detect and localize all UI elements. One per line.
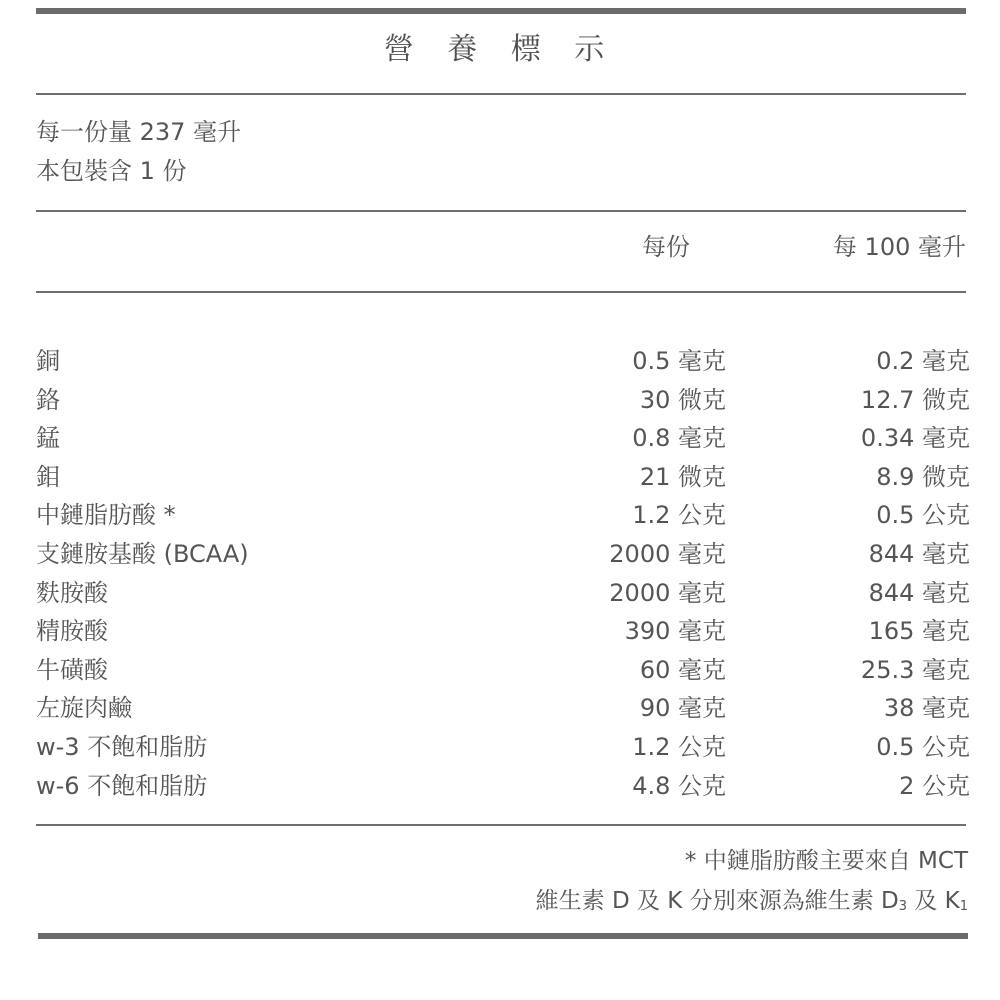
table-row bbox=[36, 535, 970, 574]
per-serving-value: 30 微克 bbox=[639, 385, 726, 414]
nutrient-table bbox=[36, 342, 970, 805]
nutrient-name: 牛磺酸 bbox=[36, 655, 108, 684]
per-serving-value: 0.8 毫克 bbox=[632, 424, 726, 453]
table-row bbox=[36, 419, 970, 458]
header-per-serving: 每份 bbox=[642, 233, 690, 261]
per-100ml-value: 25.3 毫克 bbox=[860, 655, 970, 684]
table-row bbox=[36, 342, 970, 381]
nutrient-name: w-3 不飽和脂肪 bbox=[36, 732, 208, 761]
nutrient-name: 左旋肉鹼 bbox=[36, 694, 132, 723]
nutrient-name: 中鏈脂肪酸 * bbox=[36, 501, 176, 530]
nutrient-name: w-6 不飽和脂肪 bbox=[36, 771, 208, 800]
per-100ml-value: 8.9 微克 bbox=[876, 462, 970, 491]
per-100ml-value: 844 毫克 bbox=[868, 578, 970, 607]
table-row bbox=[36, 651, 970, 690]
table-row bbox=[36, 381, 970, 420]
top-border bbox=[36, 8, 966, 14]
nutrient-name: 麩胺酸 bbox=[36, 578, 108, 607]
per-serving-value: 4.8 公克 bbox=[632, 771, 726, 800]
per-100ml-value: 165 毫克 bbox=[868, 617, 970, 646]
mct-footnote: * 中鏈脂肪酸主要來自 MCT bbox=[684, 848, 968, 874]
nutrient-name: 銅 bbox=[36, 347, 60, 375]
nutrient-name: 支鏈胺基酸 (BCAA) bbox=[36, 539, 249, 568]
per-100ml-value: 0.2 毫克 bbox=[876, 347, 970, 375]
table-row bbox=[36, 496, 970, 535]
per-serving-value: 1.2 公克 bbox=[632, 501, 726, 530]
table-row bbox=[36, 728, 970, 767]
per-100ml-value: 38 毫克 bbox=[883, 694, 970, 723]
footnote-divider bbox=[36, 824, 966, 826]
vitamin-footnote-mid: 及 K bbox=[907, 888, 960, 914]
per-100ml-value: 12.7 微克 bbox=[860, 385, 970, 414]
per-100ml-value: 0.5 公克 bbox=[876, 501, 970, 530]
per-serving-value: 60 毫克 bbox=[639, 655, 726, 684]
nutrient-name: 錳 bbox=[36, 424, 60, 453]
vitamin-k-subscript: 1 bbox=[959, 899, 968, 914]
per-100ml-value: 0.34 毫克 bbox=[860, 424, 970, 453]
per-serving-value: 90 毫克 bbox=[639, 694, 726, 723]
nutrient-name: 精胺酸 bbox=[36, 617, 108, 646]
vitamin-d-subscript: 3 bbox=[898, 899, 907, 914]
bottom-border bbox=[38, 933, 968, 939]
nutrient-name: 鉻 bbox=[36, 385, 60, 414]
per-serving-value: 2000 毫克 bbox=[609, 539, 726, 568]
table-row bbox=[36, 612, 970, 651]
per-serving-value: 21 微克 bbox=[639, 462, 726, 491]
header-per-100ml: 每 100 毫升 bbox=[832, 233, 966, 261]
per-serving-value: 1.2 公克 bbox=[632, 732, 726, 761]
nutrient-name: 鉬 bbox=[36, 462, 60, 491]
page-title: 營 養 標 示 bbox=[383, 32, 617, 67]
servings-per-package: 本包裝含 1 份 bbox=[36, 157, 187, 185]
vitamin-footnote bbox=[536, 884, 968, 924]
per-100ml-value: 2 公克 bbox=[899, 771, 970, 800]
header-divider bbox=[36, 291, 966, 293]
per-serving-value: 2000 毫克 bbox=[609, 578, 726, 607]
table-row bbox=[36, 689, 970, 728]
table-row bbox=[36, 767, 970, 806]
serving-size: 每一份量 237 毫升 bbox=[36, 118, 242, 146]
table-row bbox=[36, 574, 970, 613]
per-100ml-value: 844 毫克 bbox=[868, 539, 970, 568]
per-serving-value: 0.5 毫克 bbox=[632, 347, 726, 375]
per-100ml-value: 0.5 公克 bbox=[876, 732, 970, 761]
vitamin-footnote-text: 維生素 D 及 K 分別來源為維生素 D bbox=[535, 888, 899, 914]
title-divider bbox=[36, 93, 966, 95]
serving-divider bbox=[36, 210, 966, 212]
per-serving-value: 390 毫克 bbox=[624, 617, 726, 646]
table-row bbox=[36, 458, 970, 497]
